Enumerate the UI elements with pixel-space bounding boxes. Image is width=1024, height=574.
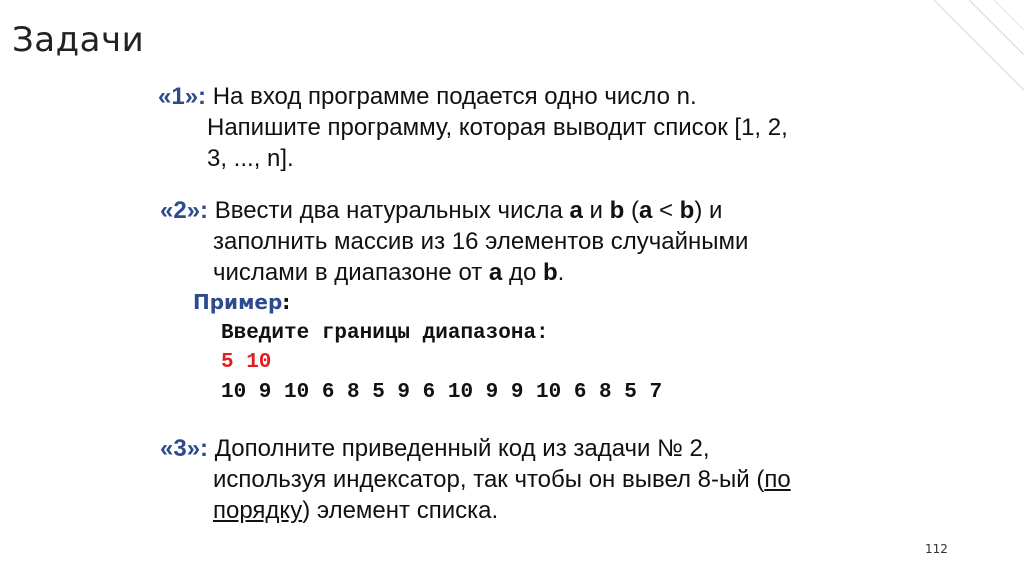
variable-a: a xyxy=(638,197,653,224)
example-prompt: Введите границы диапазона: xyxy=(221,322,549,345)
task-2-text: . xyxy=(557,259,565,286)
task-2 xyxy=(160,195,748,288)
example-output: 10 9 10 6 8 5 9 6 10 9 9 10 6 8 5 7 xyxy=(221,381,663,404)
task-2-text: Ввести два натуральных числа xyxy=(208,197,570,224)
task-1-line-1 xyxy=(158,81,788,112)
task-3-line-1 xyxy=(160,433,791,464)
variable-b: b xyxy=(542,259,558,286)
task-2-text: < xyxy=(652,197,680,224)
variable-b: b xyxy=(679,197,695,224)
example-title xyxy=(193,290,290,314)
task-3-underlined: по xyxy=(764,466,791,493)
task-3-text: Дополните приведенный код из задачи № 2, xyxy=(208,435,710,462)
variable-b: b xyxy=(609,197,625,224)
task-3-text: ) элемент списка. xyxy=(302,497,499,524)
task-1 xyxy=(158,81,788,174)
task-1-line-3: 3, ..., n]. xyxy=(207,145,294,172)
task-3-text: используя индексатор, так чтобы он вывел 8-ый ( xyxy=(213,466,765,493)
task-2-text: и xyxy=(582,197,610,224)
task-2-line-3 xyxy=(160,257,748,288)
page-number: 112 xyxy=(925,542,948,556)
task-2-text: до xyxy=(502,259,543,286)
task-3-line-3 xyxy=(160,495,791,526)
task-2-text: числами в диапазоне от xyxy=(213,259,489,286)
task-3-line-2 xyxy=(160,464,791,495)
task-1-line-2: Напишите программу, которая выводит список [1, 2, xyxy=(207,114,788,141)
task-3-underlined: порядку xyxy=(213,497,303,524)
variable-a: a xyxy=(488,259,503,286)
variable-a: a xyxy=(569,197,583,224)
task-2-line-1 xyxy=(160,195,748,226)
example-input: 5 10 xyxy=(221,351,272,374)
corner-decoration xyxy=(914,0,1024,120)
task-3-label: «3»: xyxy=(160,435,209,462)
task-2-text: ) и xyxy=(694,197,723,224)
task-2-label: «2»: xyxy=(160,197,209,224)
task-1-label: «1»: xyxy=(158,83,207,110)
task-2-text: ( xyxy=(624,197,639,224)
example-title-text: Пример xyxy=(193,290,283,314)
task-1-text-1: На вход программе подается одно число n. xyxy=(206,83,697,110)
slide-title: Задачи xyxy=(12,20,145,60)
task-3 xyxy=(160,433,791,526)
example-colon: : xyxy=(282,290,291,314)
task-2-line-2: заполнить массив из 16 элементов случайными xyxy=(213,228,749,255)
